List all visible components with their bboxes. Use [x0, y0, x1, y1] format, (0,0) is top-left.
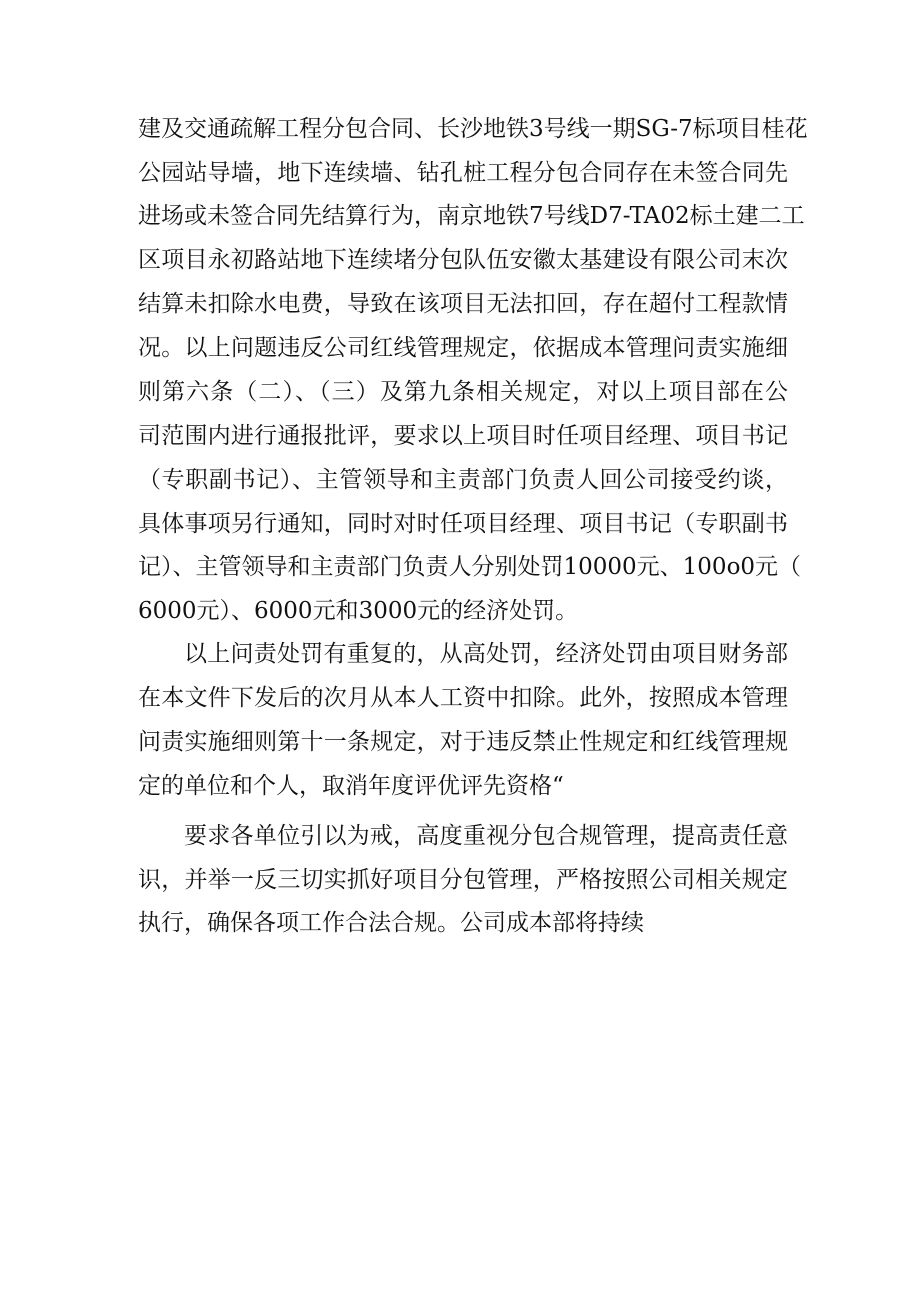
paragraph-1-line-7: 则第六条（二）、（三）及第九条相关规定，对以上项目部在公 [138, 379, 788, 405]
paragraph-3-line-1: 要求各单位引以为戒，高度重视分包合规管理，提高责任意 [184, 823, 788, 849]
paragraph-1-line-12: 6000元）、6000元和3000元的经济处罚。 [138, 598, 579, 624]
paragraph-3-line-2: 识，并举一反三切实抓好项目分包管理，严格按照公司相关规定 [138, 867, 788, 893]
paragraph-1-line-3: 进场或未签合同先结算行为，南京地铁7号线D7-TA02标土建二工 [138, 203, 805, 229]
paragraph-1-line-10: 具体事项另行通知，同时对时任项目经理、项目书记（专职副书 [138, 511, 788, 537]
paragraph-1-line-9: （专职副书记）、主管领导和主责部门负责人回公司接受约谈， [138, 467, 788, 493]
paragraph-2-line-1: 以上问责处罚有重复的，从高处罚，经济处罚由项目财务部 [184, 641, 788, 667]
paragraph-2-line-3: 问责实施细则第十一条规定，对于违反禁止性规定和红线管理规 [138, 729, 788, 755]
paragraph-3-line-3: 执行，确保各项工作合法合规。公司成本部将持续 [138, 910, 644, 936]
paragraph-1-line-11: 记）、主管领导和主责部门负责人分别处罚10000元、100o0元（ [138, 554, 802, 580]
paragraph-1-line-2: 公园站导墙，地下连续墙、钻孔桩工程分包合同存在未签合同先 [138, 160, 788, 186]
paragraph-1-line-5: 结算未扣除水电费，导致在该项目无法扣回，存在超付工程款情 [138, 291, 788, 317]
paragraph-1-line-4: 区项目永初路站地下连续堵分包队伍安徽太基建设有限公司末次 [138, 247, 788, 273]
paragraph-2-line-4: 定的单位和个人，取消年度评优评先资格“ [138, 773, 564, 799]
paragraph-2-line-2: 在本文件下发后的次月从本人工资中扣除。此外，按照成本管理 [138, 685, 788, 711]
paragraph-1-line-8: 司范围内进行通报批评，要求以上项目时任项目经理、项目书记 [138, 423, 788, 449]
paragraph-1-line-6: 况。以上问题违反公司红线管理规定，依据成本管理问责实施细 [138, 335, 788, 361]
paragraph-1-line-1: 建及交通疏解工程分包合同、长沙地铁3号线一期SG-7标项目桂花 [138, 116, 808, 142]
